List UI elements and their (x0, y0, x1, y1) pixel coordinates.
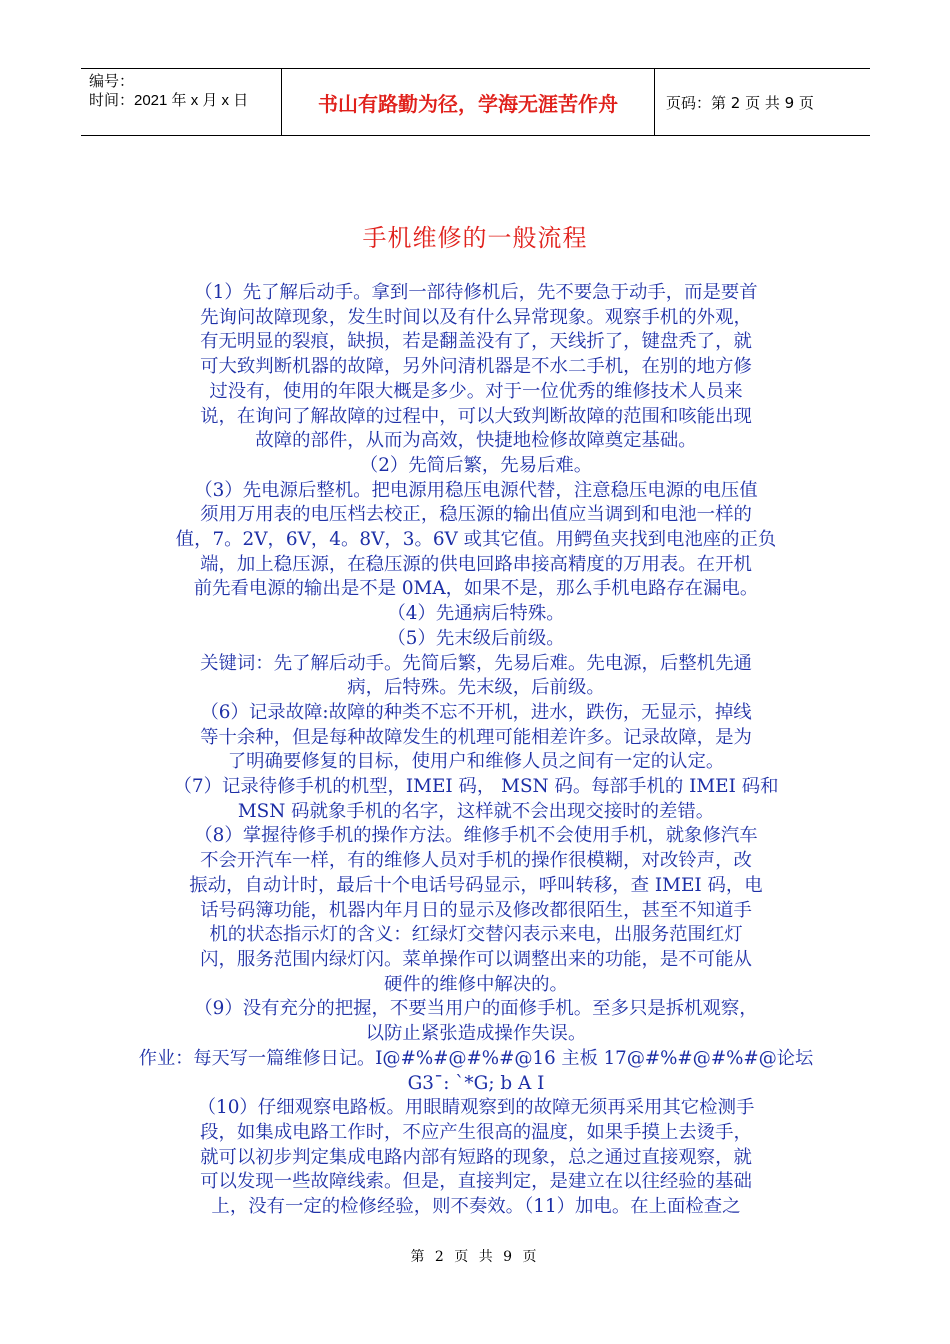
body-line: （3）先电源后整机。把电源用稳压电源代替，注意稳压电源的电压值 (194, 479, 758, 501)
body-line: 了明确要修复的目标，使用户和维修人员之间有一定的认定。 (227, 751, 725, 773)
body-line: 端，加上稳压源，在稳压源的供电回路串接高精度的万用表。在开机 (200, 553, 752, 575)
body-line: 须用万用表的电压档去校正，稳压源的输出值应当调到和电池一样的 (200, 504, 752, 526)
motto-text: 书山有路勤为径，学海无涯苦作舟 (318, 91, 618, 116)
body-line: （9）没有充分的把握，不要当用户的面修手机。至多只是拆机观察， (194, 998, 758, 1020)
body-line: （1）先了解后动手。拿到一部待修机后，先不要急于动手，而是要首 (194, 282, 758, 303)
body-line: 等十余种，但是每种故障发生的机理可能相差许多。记录故障，是为 (200, 726, 752, 748)
body-line: 值，7。2V，6V，4。8V，3。6V 或其它值。用鳄鱼夹找到电池座的正负 (175, 529, 777, 551)
body-line: 上，没有一定的检修经验，则不奏效。（11）加电。在上面检查之 (211, 1196, 741, 1218)
body-line: （4）先通病后特殊。 (387, 603, 565, 625)
body-line: 说，在询问了解故障的过程中，可以大致判断故障的范围和咳能出现 (200, 405, 752, 427)
body-line: 不会开汽车一样，有的维修人员对手机的操作很模糊，对改铃声，改 (200, 850, 752, 872)
body-line: 有无明显的裂痕，缺损，若是翻盖没有了，天线折了，键盘秃了，就 (200, 331, 752, 353)
body-line: 话号码簿功能，机器内年月日的显示及修改都很陌生，甚至不知道手 (200, 899, 752, 921)
header-page-label (655, 69, 870, 135)
body-line: 前先看电源的输出是不是 0MA，如果不是，那么手机电路存在漏电。 (193, 578, 759, 600)
body-line: 可以发现一些故障线索。但是，直接判定，是建立在以往经验的基础 (200, 1171, 752, 1193)
date-label: 时间：2021 年 x 月 x 日 (89, 92, 249, 109)
body-line: 故障的部件，从而为高效，快捷地检修故障奠定基础。 (255, 430, 697, 452)
document-body (138, 281, 814, 1220)
page-header (81, 68, 870, 136)
body-line: 作业：每天写一篇维修日记。I@#%#@#%#@16 主板 17@#%#@#%#@论坛 (138, 1047, 814, 1069)
header-motto (282, 69, 655, 135)
body-line: 段，如集成电路工作时，不应产生很高的温度，如果手摸上去烫手， (200, 1121, 752, 1143)
body-line: （8）掌握待修手机的操作方法。维修手机不会使用手机，就象修汽车 (194, 825, 758, 847)
body-line: 以防止紧张造成操作失误。 (365, 1023, 587, 1045)
body-line: 机的状态指示灯的含义：红绿灯交替闪表示来电，出服务范围红灯 (209, 924, 743, 946)
body-line: （2）先简后繁，先易后难。 (359, 454, 593, 476)
body-line: （7）记录待修手机的机型，IMEI 码， MSN 码。每部手机的 IMEI 码和 (173, 776, 779, 798)
body-line: （6）记录故障:故障的种类不忘不开机，进水，跌伤，无显示，掉线 (200, 701, 752, 723)
body-line: 关键词：先了解后动手。先简后繁，先易后难。先电源，后整机先通 (200, 652, 752, 674)
document-title: 手机维修的一般流程 (362, 224, 588, 252)
body-line: 过没有，使用的年限大概是多少。对于一位优秀的维修技术人员来 (209, 380, 743, 402)
body-line: 病，后特殊。先末级，后前级。 (347, 677, 605, 699)
page-label-text: 页码：第 2 页 共 9 页 (666, 93, 814, 112)
body-line: （5）先末级后前级。 (387, 627, 565, 649)
header-meta (81, 69, 282, 135)
body-line: G3ˉ: `*G; b A I (407, 1072, 545, 1094)
body-line: MSN 码就象手机的名字，这样就不会出现交接时的差错。 (237, 800, 715, 822)
body-line: （10）仔细观察电路板。用眼睛观察到的故障无须再采用其它检测手 (197, 1097, 755, 1119)
body-line: 就可以初步判定集成电路内部有短路的现象，总之通过直接观察，就 (200, 1146, 752, 1168)
body-line: 振动，自动计时，最后十个电话号码显示，呼叫转移，查 IMEI 码，电 (189, 874, 763, 896)
body-line: 硬件的维修中解决的。 (384, 973, 568, 995)
body-line: 先询问故障现象，发生时间以及有什么异常现象。观察手机的外观， (200, 306, 752, 328)
body-line: 闪，服务范围内绿灯闪。菜单操作可以调整出来的功能，是不可能从 (200, 948, 752, 970)
body-line: 可大致判断机器的故障，另外问清机器是不水二手机，在别的地方修 (200, 356, 752, 378)
number-label: 编号： (89, 73, 135, 90)
page-footer: 第 2 页 共 9 页 (410, 1249, 540, 1265)
